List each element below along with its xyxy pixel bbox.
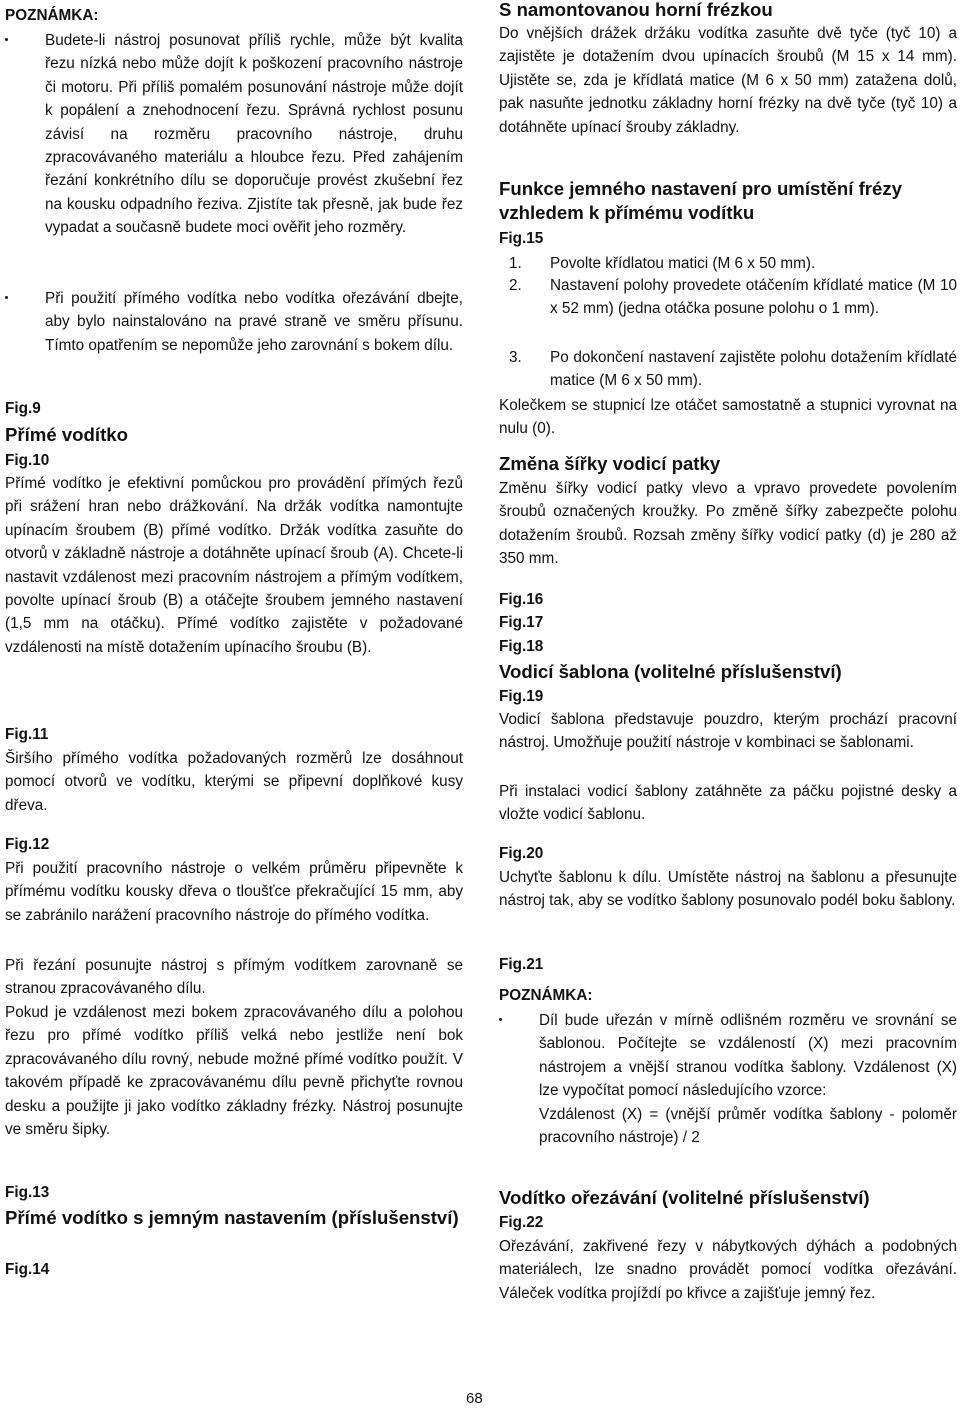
paragraph: Širšího přímého vodítka požadovaných rozměrů lze dosáhnout pomocí otvorů ve vodítku, kterými se připevní doplňkové kusy dřeva.: [5, 750, 463, 814]
figure-ref: Fig.13: [5, 1184, 50, 1201]
figure-ref: Fig.16: [499, 591, 544, 608]
paragraph: Pokud je vzdálenost mezi bokem zpracovávaného dílu a polohou řezu pro přímé vodítko příliš velká nebo jestliže není bok zpracovávaného dílu rovný, nebude možné přímé vodítko použít. V takovém případě ke zpracovávanému dílu pevně přichyťte rovnou desku a použijte ji jako vodítko základny frézky. Nástroj posunujte ve směru šipky.: [5, 1004, 463, 1139]
paragraph: Vodicí šablona představuje pouzdro, kterým prochází pracovní nástroj. Umožňuje použití nástroje v kombinaci se šablonami.: [499, 711, 957, 752]
section-heading: Funkce jemného nastavení pro umístění frézy vzhledem k přímému vodítku: [499, 178, 902, 223]
bullet-icon: [499, 1018, 502, 1021]
note-heading: POZNÁMKA:: [5, 7, 99, 24]
section-heading: Změna šířky vodicí patky: [499, 453, 721, 474]
paragraph: Změnu šířky vodicí patky vlevo a vpravo provedete povolením šroubů označených kroužky. Po změně šířky zabezpečte polohu dotažením šroubů. Rozsah změny šířky vodicí patky (d) je 280 až 350 mm.: [499, 480, 957, 568]
paragraph: Při použití pracovního nástroje o velkém průměru připevněte k přímému vodítku kousky dřeva o tloušťce překračující 15 mm, aby se zabránilo narážení pracovního nástroje do přímého vodítka.: [5, 860, 463, 924]
bullet-icon: [5, 296, 8, 299]
note-bullet: Budete-li nástroj posunovat příliš rychle, může být kvalita řezu nízká nebo může dojít k poškození pracovního nástroje či motoru. Při příliš pomalém posunování nástroje může dojít k popálení a znehodnocení řezu. Správná rychlost posunu závisí na rozměru pracovního nástroje, druhu zpracovávaného materiálu a hloubce řezu. Před zahájením řezání konkrétního dílu se doporučuje provést zkušební řez na kousku odpadního řeziva. Zjistíte tak přesně, jak bude řez vypadat a současně budete moci ověřit jeho rozměry.: [5, 29, 463, 240]
figure-ref: Fig.17: [499, 614, 544, 631]
section-heading: Přímé vodítko s jemným nastavením (příslušenství): [5, 1207, 459, 1228]
page-number: 68: [466, 1390, 483, 1407]
note-bullet: Při použití přímého vodítka nebo vodítka ořezávání dbejte, aby bylo nainstalováno na pravé straně ve směru přísunu. Tímto opatřením se nepomůže jeho zarovnání s bokem dílu.: [5, 287, 463, 357]
note-heading: POZNÁMKA:: [499, 987, 593, 1004]
bullet-icon: [5, 38, 8, 41]
figure-ref: Fig.12: [5, 836, 50, 853]
paragraph: Uchyťte šablonu k dílu. Umístěte nástroj na šablonu a přesunujte nástroj tak, aby se vodítko šablony posunovalo podél boku šablony.: [499, 869, 957, 910]
paragraph: Při instalaci vodicí šablony zatáhněte za páčku pojistné desky a vložte vodicí šablonu.: [499, 783, 957, 824]
paragraph: Při řezání posunujte nástroj s přímým vodítkem zarovnaně se stranou zpracovávaného dílu.: [5, 957, 463, 998]
figure-ref: Fig.18: [499, 638, 544, 655]
section-heading: Přímé vodítko: [5, 424, 128, 445]
numbered-step: 1. Povolte křídlatou matici (M 6 x 50 mm).: [509, 255, 816, 272]
paragraph: Přímé vodítko je efektivní pomůckou pro provádění přímých řezů při srážení hran nebo drážkování. Na držák vodítka namontujte upínacím šroubem (B) přímé vodítko. Držák vodítka zasuňte do otvorů v základně nástroje a dotáhněte upínací šroub (A). Chcete-li nastavit vzdálenost mezi pracovním nástrojem a přímým vodítkem, povolte upínací šroub (B) a otáčejte šroubem jemného nastavení (1,5 mm na otáčku). Přímé vodítko zajistěte v požadované vzdálenosti na místě dotažením upínacího šroubu (B).: [5, 475, 463, 656]
section-heading: Vodítko ořezávání (volitelné příslušenství): [499, 1187, 870, 1208]
figure-ref: Fig.14: [5, 1261, 50, 1278]
figure-ref: Fig.10: [5, 452, 50, 469]
numbered-step: 2. Nastavení polohy provedete otáčením křídlaté matice (M 10 x 52 mm) (jedna otáčka posune polohu o 1 mm).: [509, 277, 957, 318]
paragraph: Ořezávání, zakřivené řezy v nábytkových dýhách a podobných materiálech, lze snadno provádět pomocí vodítka ořezávání. Váleček vodítka projíždí po křivce a zajišťuje jemný řez.: [499, 1238, 957, 1302]
section-heading: Vodicí šablona (volitelné příslušenství): [499, 661, 842, 682]
figure-ref: Fig.19: [499, 688, 544, 705]
paragraph: Do vnějších drážek držáku vodítka zasuňte dvě tyče (tyč 10) a zajistěte je dotažením dvou upínacích šroubů (M 15 x 14 mm). Ujistěte se, zda je křídlatá matice (M 6 x 50 mm) zatažena dolů, pak nasuňte jednotku základny horní frézky na dvě tyče (tyč 10) a dotáhněte upínací šrouby základny.: [499, 25, 957, 136]
numbered-step: 3. Po dokončení nastavení zajistěte polohu dotažením křídlaté matice (M 6 x 50 mm).: [509, 349, 957, 390]
figure-ref: Fig.21: [499, 956, 544, 973]
figure-ref: Fig.22: [499, 1214, 544, 1231]
paragraph: Kolečkem se stupnicí lze otáčet samostatně a stupnici vyrovnat na nulu (0).: [499, 397, 957, 438]
figure-ref: Fig.11: [5, 726, 49, 743]
figure-ref: Fig.15: [499, 230, 544, 247]
section-heading: S namontovanou horní frézkou: [499, 0, 773, 20]
figure-ref: Fig.20: [499, 845, 544, 862]
note-bullet: Díl bude uřezán v mírně odlišném rozměru ve srovnání se šablonou. Počítejte se vzdáleností (X) mezi pracovním nástrojem a vnější stranou vodítka šablony. Vzdálenost (X) lze vypočítat pomocí následujícího vzorce: Vzdálenost (X) = (vnější průměr vodítka šablony - poloměr pracovního nástroje) / 2: [499, 1009, 957, 1149]
figure-ref: Fig.9: [5, 400, 41, 417]
